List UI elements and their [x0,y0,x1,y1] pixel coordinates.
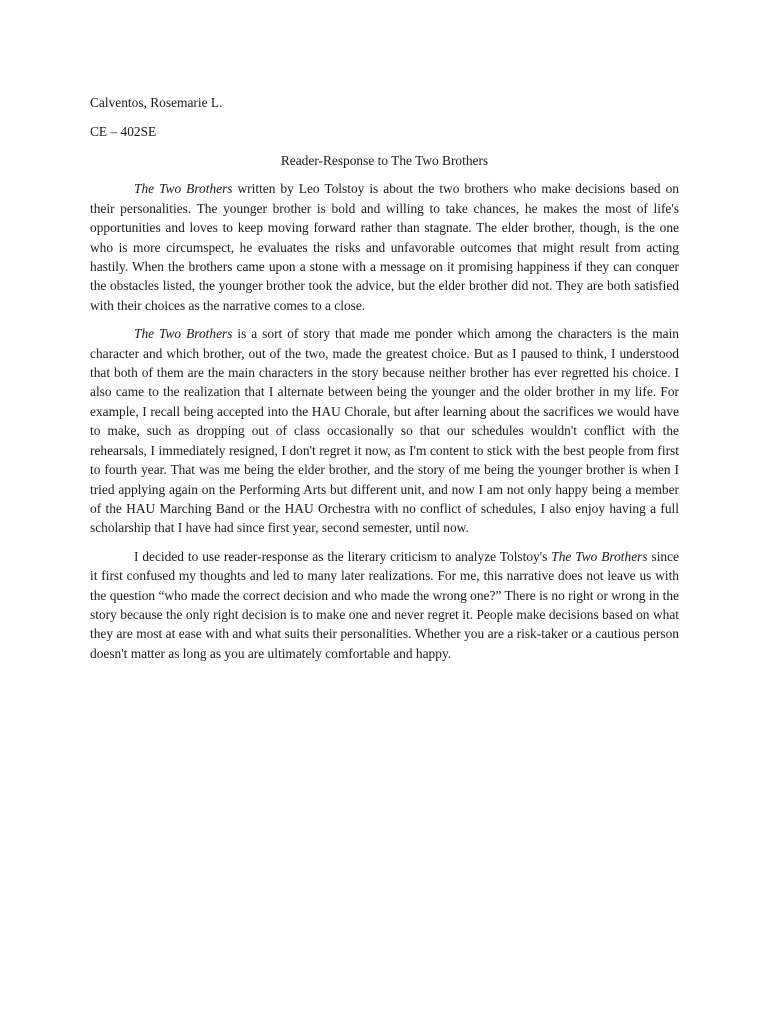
document-title: Reader-Response to The Two Brothers [280,153,489,168]
paragraph-text: since it first confused my thoughts and led to many later realizations. For me, this narrative does not leave us with the question “who made the correct decision and who made the wrong one?” There is no right or wrong in the story because the only right decision is to make one and never regret it. People make decisions based on what they are most at ease with and what suits their personalities. Whether you are a risk-taker or a cautious person doesn't matter as long as you are ultimately comfortable and happy. [90,548,679,661]
book-title-italic: The Two Brothers [134,181,233,197]
paragraph-3 [90,547,679,663]
course-code: CE – 402SE [90,124,157,139]
document-body [90,93,679,672]
paragraph-2 [90,324,679,537]
paragraph-text: I decided to use reader-response as the literary criticism to analyze Tolstoy's [134,548,552,564]
paragraph-1 [90,179,679,315]
book-title-italic: The Two Brothers [551,548,648,564]
book-title-italic: The Two Brothers [134,326,233,342]
author-name: Calventos, Rosemarie L. [90,95,223,110]
paragraph-text: written by Leo Tolstoy is about the two brothers who make decisions based on their personalities. The younger brother is bold and willing to take chances, he makes the most of life's opportunities and loves to keep moving forward rather than stagnate. The elder brother, though, is the one who is more circumspect, he evaluates the risks and unfavorable outcomes that might result from acting hastily. When the brothers came upon a stone with a message on it promising happiness if they can conquer the obstacles listed, the younger brother took the advice, but the elder brother did not. They are both satisfied with their choices as the narrative comes to a close. [90,181,679,313]
paragraph-text: is a sort of story that made me ponder which among the characters is the main character and which brother, out of the two, made the greatest choice. But as I paused to think, I understood that both of them are the main characters in the story because neither brother has ever regretted his choice. I also came to the realization that I alternate between being the younger and the older brother in my life. For example, I recall being accepted into the HAU Chorale, but after learning about the sacrifices we would have to make, such as dropping out of class occasionally so that our schedules wouldn't conflict with the rehearsals, I immediately resigned, I don't regret it now, as I'm content to stick with the best people from first to fourth year. That was me being the elder brother, and the story of me being the younger brother is when I tried applying again on the Performing Arts but different unit, and now I am not only happy being a member of the HAU Marching Band or the HAU Orchestra with no conflict of schedules, I also enjoy having a full scholarship that I have had since first year, second semester, until now. [90,326,679,536]
